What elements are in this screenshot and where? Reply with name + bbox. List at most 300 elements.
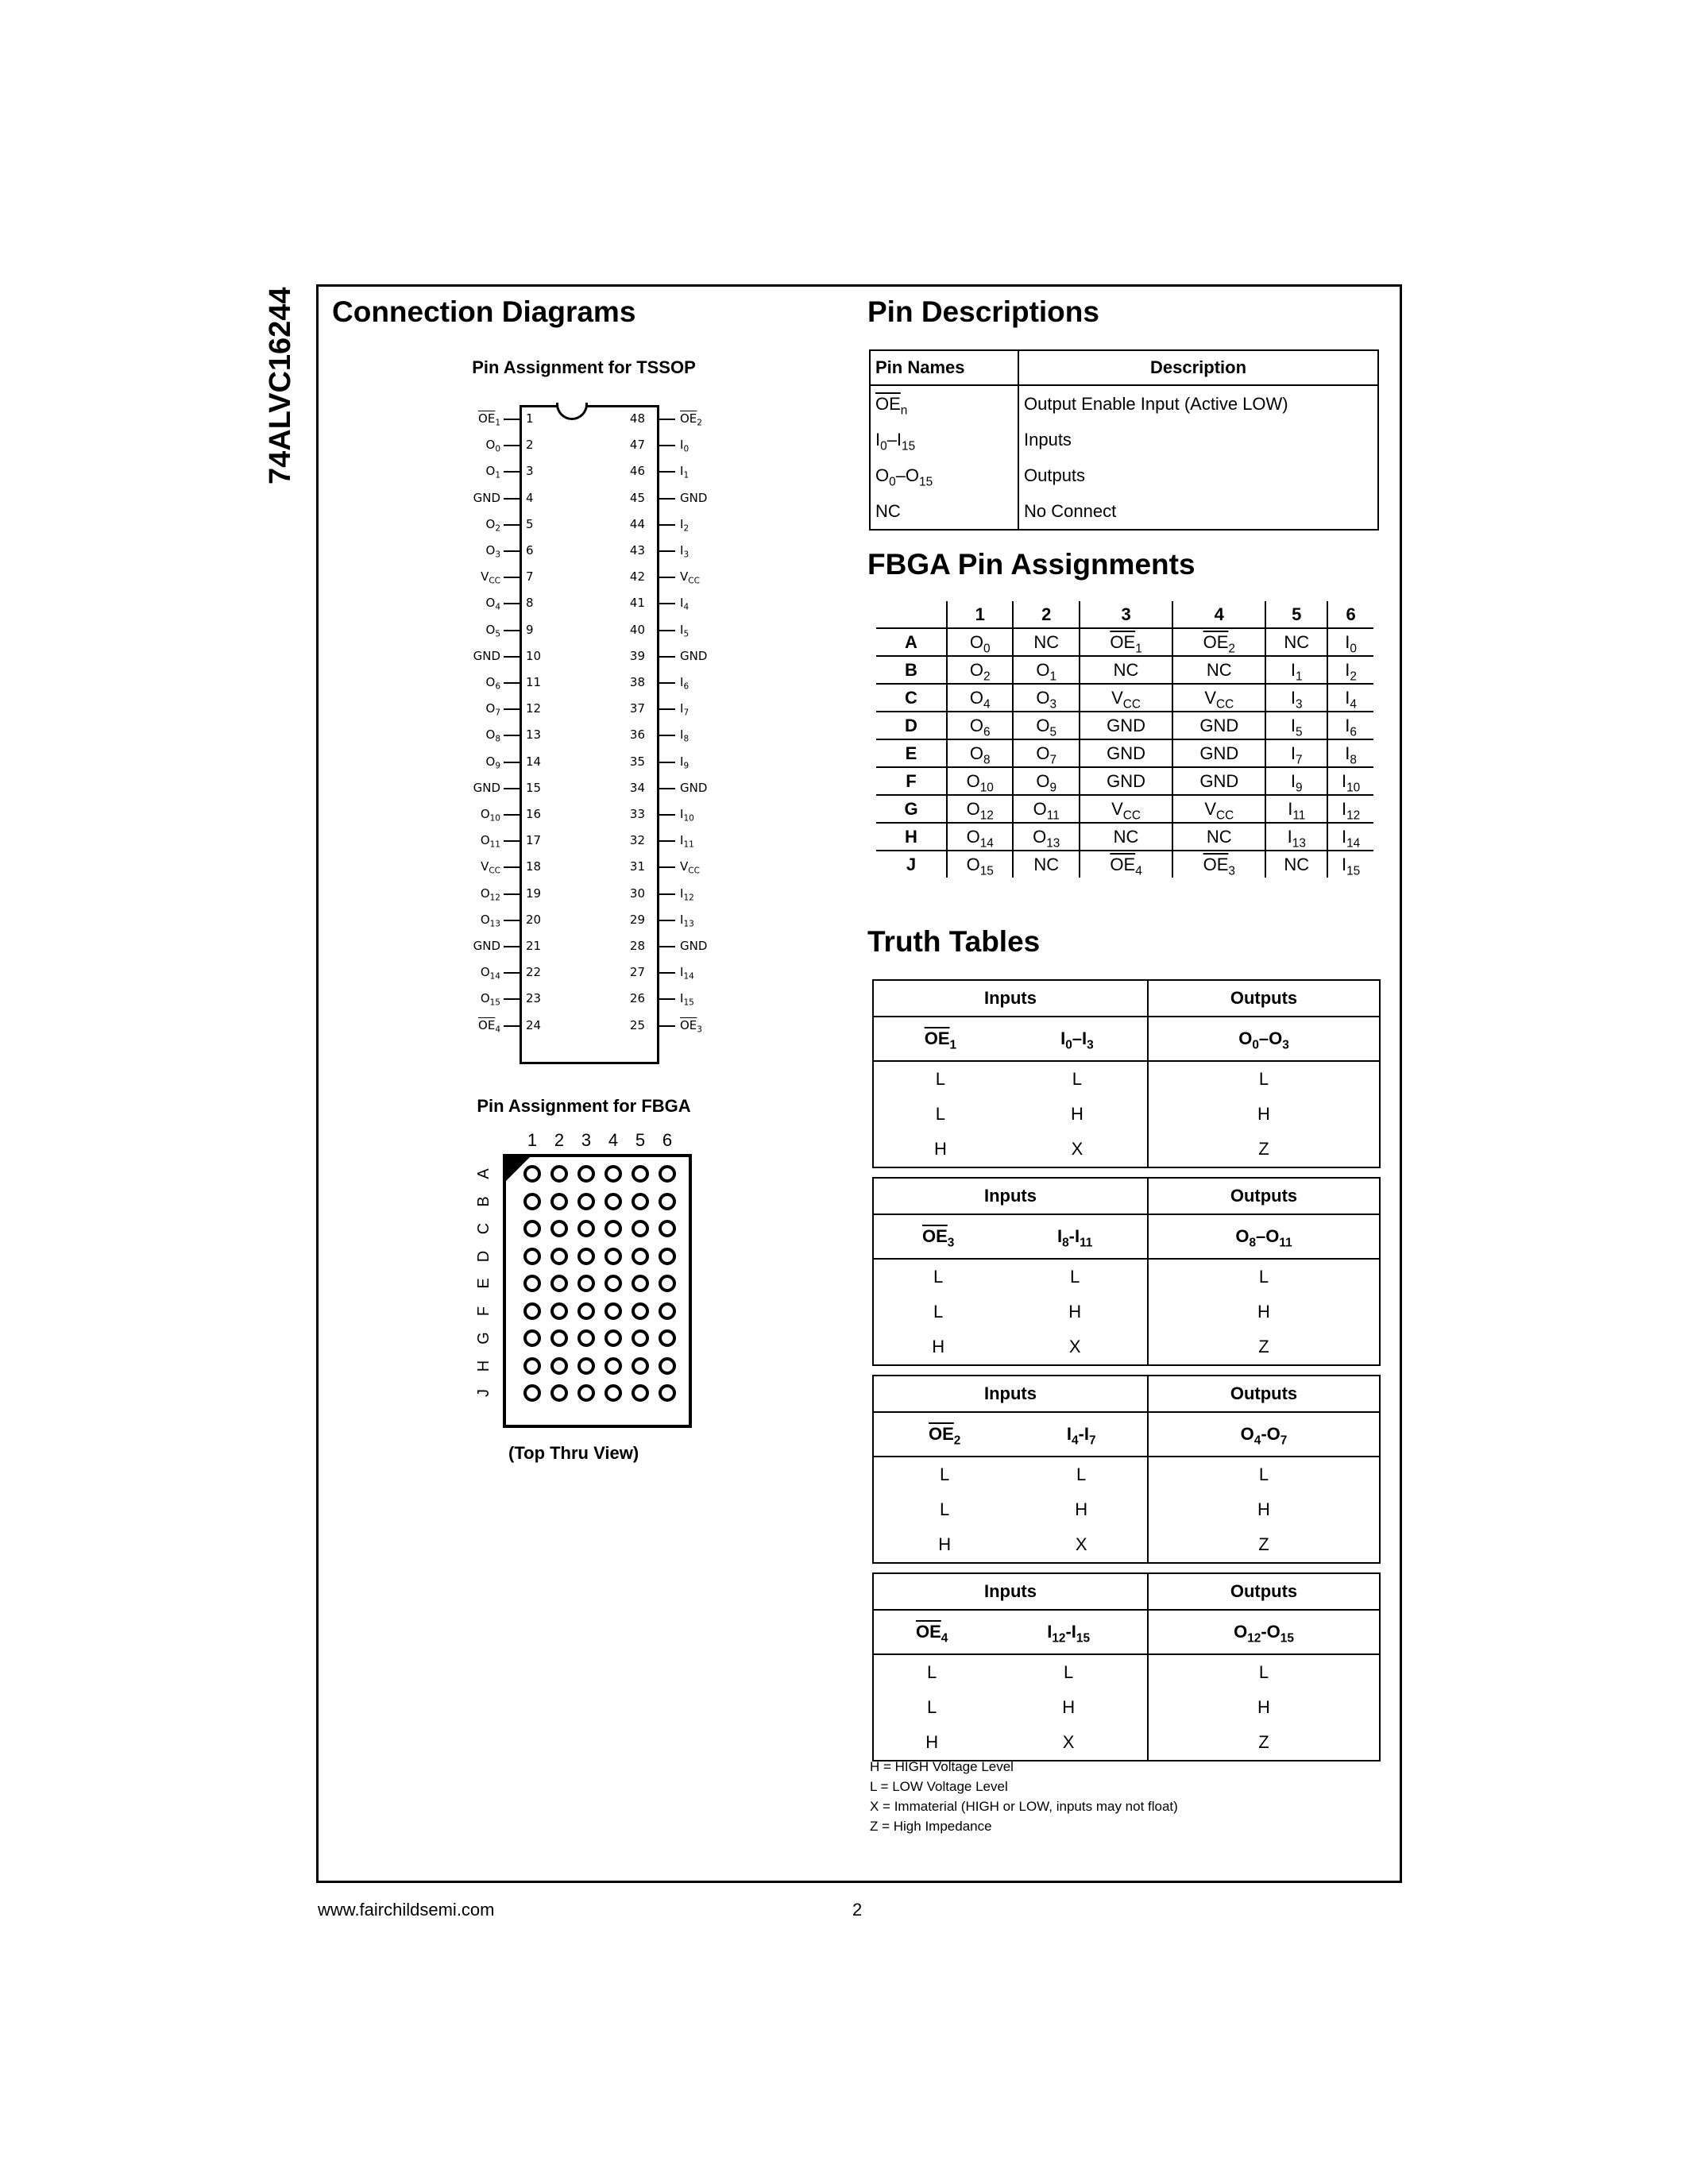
fbga-cell [947,795,1013,823]
right-pin-name [680,701,689,716]
truth-table-row [874,1097,1379,1132]
fbga-row-header: E [875,739,948,767]
right-pin-lead [659,419,675,420]
truth-table-cell: H [1257,1302,1270,1322]
fbga-cell [1080,767,1172,795]
signal-name: I [1341,826,1347,847]
signal-name: O [969,715,984,735]
signal-subscript: 2 [983,669,991,683]
fbga-ball [577,1165,595,1183]
signal-name: O [485,464,496,479]
signal-name: V [680,859,689,874]
left-pin-name [453,491,500,505]
signal-name: $\overline{OE}$ [915,1622,941,1642]
truth-table-cell: Z [1258,1732,1269,1752]
left-pin-name [453,859,500,877]
signal-name: I [680,912,684,927]
signal-subscript: CC [489,576,500,586]
right-pin-number: 37 [629,701,645,716]
right-pin-number: 43 [629,543,645,558]
truth-table-cell: L [1258,1662,1269,1682]
left-pin-number: 1 [526,411,534,426]
fbga-ball [550,1193,568,1210]
left-pin-number: 20 [526,912,542,927]
fbga-cell [1327,684,1374,712]
right-pin-number: 32 [629,833,645,848]
right-pin-number: 36 [629,727,645,743]
tssop-pin-row [453,618,715,643]
fbga-column-label: 3 [581,1130,592,1150]
truth-table-cell: L [940,1464,950,1484]
signal-subscript: 10 [683,813,694,824]
signal-name: I [1290,743,1296,763]
right-pin-lead [659,445,675,446]
signal-subscript: 4 [1350,696,1357,711]
signal-name: NC [1113,826,1139,847]
fbga-cell [947,739,1013,767]
fbga-ball [550,1220,568,1237]
fbga-cell [1172,795,1265,823]
signal-name: O [966,826,980,847]
right-pin-name [680,569,700,584]
fbga-cell [1172,767,1265,795]
fbga-cell [1327,795,1374,823]
right-pin-name [680,939,707,953]
truth-table-row [874,1061,1379,1097]
fbga-ball [523,1357,541,1375]
signal-subscript: 2 [697,418,702,428]
fbga-table-row [875,712,1375,739]
pin-name-cell [870,493,1018,530]
signal-name: V [481,569,489,585]
truth-table-cell: H [932,1337,945,1356]
fbga-table-row [875,851,1375,879]
left-pin-lead [504,445,520,446]
fbga-column-header: 3 [1080,600,1172,629]
fbga-cell [1265,851,1327,879]
signal-name: O [1036,687,1050,708]
left-pin-lead [504,946,520,947]
signal-name: I [680,991,684,1006]
signal-subscript: 0 [889,474,896,488]
signal-subscript: 2 [1350,669,1357,683]
fbga-ball [632,1165,649,1183]
signal-subscript: 4 [1253,1433,1261,1448]
signal-name: I [1341,770,1347,791]
tssop-pin-row [453,908,715,933]
left-pin-lead [504,419,520,420]
signal-subscript: CC [1122,696,1141,711]
truth-table-cell: H [925,1732,939,1752]
truth-table-cell: X [1015,1527,1148,1562]
signal-name: I [680,438,684,453]
pin-description-row [870,493,1378,530]
signal-name: NC [875,500,901,521]
fbga-column-label: 5 [635,1130,646,1150]
truth-table [872,1177,1381,1366]
fbga-ball [632,1329,649,1347]
fbga-row-label: D [475,1250,492,1262]
signal-name: NC [1033,854,1060,874]
truth-table-cell: Z [1258,1337,1269,1356]
legend-line: Z = High Impedance [870,1819,992,1834]
truth-table-cell: X [1002,1329,1148,1364]
signal-subscript: 1 [683,471,689,481]
signal-name: I [1290,715,1296,735]
signal-name: I [1345,659,1350,680]
fbga-column-header: 4 [1172,600,1265,629]
right-pin-lead [659,524,675,526]
signal-subscript: 7 [1049,752,1057,766]
signal-subscript: 11 [683,839,694,850]
tssop-pin-row [453,591,715,616]
truth-table-cell: L [1007,1061,1148,1097]
left-pin-name [453,913,500,927]
right-pin-number: 29 [629,912,645,927]
right-pin-number: 42 [629,569,645,585]
fbga-cell [1080,851,1172,879]
signal-name: I [680,675,684,689]
left-pin-name [453,965,500,982]
right-pin-lead [659,840,675,842]
right-pin-lead [659,788,675,789]
signal-name: O [485,516,496,531]
oe-column-header [874,1214,1002,1259]
description-header: Description [1018,350,1378,385]
signal-subscript: 4 [683,603,689,613]
left-pin-number: 13 [526,727,542,743]
signal-subscript: 3 [947,1236,955,1250]
signal-subscript: 3 [495,550,500,560]
tssop-pin-row [453,855,715,880]
signal-subscript: 11 [1080,1236,1093,1250]
right-pin-lead [659,920,675,921]
signal-name: O [969,687,984,708]
signal-name: I [1290,659,1296,680]
signal-subscript: 1 [1049,669,1057,683]
right-pin-lead [659,550,675,552]
fbga-table-corner [875,600,948,629]
left-pin-name [453,886,500,901]
truth-table [872,1375,1381,1564]
pin-name-cell [870,385,1018,422]
signal-name: $\overline{OE}$ [1110,631,1136,652]
fbga-cell [1013,656,1079,684]
signal-subscript: 8 [1249,1236,1257,1250]
left-pin-number: 22 [526,965,542,980]
signal-subscript: 1 [1135,641,1142,655]
left-pin-name [453,807,500,824]
signal-name: I [1287,826,1292,847]
truth-table-cell: H [1257,1697,1270,1717]
right-pin-number: 31 [629,859,645,874]
left-pin-name [453,464,500,481]
signal-subscript: 3 [1228,863,1235,878]
left-pin-lead [504,788,520,789]
tssop-pin-row [453,882,715,907]
truth-table-group-header [874,1179,1379,1214]
pin-description-row [870,385,1378,422]
fbga-ball [550,1165,568,1183]
fbga-table-row [875,795,1375,823]
left-pin-number: 7 [526,569,534,585]
signal-subscript: 6 [983,724,991,739]
signal-subscript: 4 [495,1024,500,1035]
fbga-row-label: E [475,1278,492,1289]
tssop-pin-row [453,644,715,669]
signal-subscript: 6 [1350,724,1357,739]
fbga-column-label: 6 [662,1130,673,1150]
fbga-cell [1013,628,1079,656]
left-pin-lead [504,656,520,658]
right-pin-number: 25 [629,1017,645,1032]
fbga-ball [577,1302,595,1320]
right-pin-number: 48 [629,411,645,426]
right-pin-name [680,464,689,481]
fbga-row-header: H [875,823,948,851]
fbga-ball [577,1357,595,1375]
tssop-pin-row [453,486,715,511]
signal-subscript: 14 [979,835,994,850]
fbga-column-header: 5 [1265,600,1327,629]
signal-subscript: 4 [941,1631,948,1646]
signal-subscript: 11 [1292,808,1306,822]
fbga-cell [947,656,1013,684]
signal-name: I [1345,687,1350,708]
connection-diagrams-heading: Connection Diagrams [332,295,636,328]
fbga-ball [550,1384,568,1402]
signal-subscript: 9 [1049,780,1057,794]
left-pin-number: 10 [526,648,542,663]
right-pin-number: 27 [629,965,645,980]
fbga-column-label: 1 [527,1130,538,1150]
right-pin-lead [659,630,675,631]
signal-subscript: 4 [983,696,991,711]
truth-table-cell: H [933,1139,947,1159]
signal-subscript: 12 [1247,1631,1261,1646]
left-pin-number: 9 [526,622,534,637]
tssop-pin-row [453,986,715,1012]
truth-table-cell: H [938,1534,952,1554]
signal-name: I [680,596,684,611]
truth-table-cell: Z [1258,1534,1269,1554]
right-pin-name [680,807,694,824]
truth-table-group-header [874,1574,1379,1610]
right-pin-number: 30 [629,886,645,901]
left-pin-number: 19 [526,886,542,901]
fbga-cell [1265,656,1327,684]
fbga-row-label: A [475,1168,492,1179]
right-pin-lead [659,735,675,736]
left-pin-lead [504,920,520,921]
signal-subscript: 5 [1296,724,1303,739]
input-column-header [1002,1214,1148,1259]
signal-subscript: 8 [1062,1236,1069,1250]
fbga-row-header: D [875,712,948,739]
fbga-cell [1013,795,1079,823]
signal-name: GND [1107,715,1146,735]
left-pin-lead [504,814,520,816]
signal-name: I [680,965,684,980]
left-pin-number: 15 [526,780,542,795]
fbga-ball [577,1220,595,1237]
signal-name: GND [473,490,500,505]
signal-subscript: 11 [1279,1236,1292,1250]
left-pin-name [453,675,500,692]
right-pin-name [680,543,689,558]
right-pin-number: 28 [629,939,645,953]
right-pin-number: 45 [629,490,645,505]
signal-name: V [1204,798,1216,819]
truth-table-cell: L [990,1654,1148,1690]
truth-table-cell: L [927,1697,937,1717]
left-pin-name [453,516,500,534]
truth-table-cell: L [935,1104,946,1124]
signal-subscript: 1 [1296,669,1303,683]
signal-name: O [485,701,496,716]
fbga-row-label: F [475,1306,492,1316]
signal-subscript: 1 [495,471,500,481]
fbga-cell [1172,851,1265,879]
tssop-pin-row [453,538,715,564]
signal-name: I [680,727,684,743]
fbga-cell [1327,851,1374,879]
signal-subscript: 4 [495,603,500,613]
signal-subscript: 15 [902,438,916,453]
fbga-ball [550,1275,568,1292]
fbga-cell [1265,739,1327,767]
footer-url[interactable]: www.fairchildsemi.com [318,1900,495,1920]
fbga-cell [1327,823,1374,851]
signal-subscript: 8 [683,735,689,745]
tssop-pin-row [453,934,715,959]
signal-subscript: 3 [1296,696,1303,711]
right-pin-name [680,754,689,769]
right-pin-name [680,623,689,637]
left-pin-number: 23 [526,991,542,1006]
fbga-cell [1013,851,1079,879]
input-column-header [990,1610,1148,1654]
signal-subscript: 12 [1346,808,1361,822]
left-pin-lead [504,998,520,1000]
signal-range: -O [1261,1622,1280,1642]
fbga-cell [1172,684,1265,712]
truth-table-cell: L [935,1069,946,1089]
signal-subscript: 15 [979,863,994,878]
right-pin-name [680,859,700,877]
signal-subscript: 14 [1346,835,1361,850]
signal-subscript: 15 [1076,1631,1091,1646]
signal-name: O [480,807,490,821]
signal-name: I [1047,1622,1053,1642]
truth-table-cell: X [1007,1132,1148,1167]
signal-name: I [680,807,684,821]
fbga-cell [1013,823,1079,851]
left-pin-name [453,781,500,795]
right-pin-number: 40 [629,622,645,637]
left-pin-lead [504,524,520,526]
outputs-header: Outputs [1148,981,1379,1017]
signal-name: O [1235,1226,1250,1246]
truth-table [872,1572,1381,1761]
fbga-cell [1327,712,1374,739]
signal-name: O [485,438,496,453]
right-pin-name [680,438,689,452]
pin-description-cell: Inputs [1018,422,1378,457]
truth-table-row [874,1259,1379,1295]
truth-table [872,979,1381,1168]
truth-table-row [874,1690,1379,1725]
left-pin-lead [504,708,520,710]
signal-subscript: 15 [1280,1631,1294,1646]
right-pin-number: 41 [629,596,645,611]
fbga-ball [632,1220,649,1237]
truth-table-row [874,1295,1379,1329]
signal-name: GND [1107,743,1146,763]
right-pin-lead [659,762,675,763]
truth-table-cell: L [1258,1069,1269,1089]
fbga-cell [1265,684,1327,712]
truth-table-row [874,1654,1379,1690]
right-pin-name [680,1017,702,1035]
signal-subscript: 15 [683,998,694,1009]
signal-name: O [480,965,490,980]
fbga-cell [1013,739,1079,767]
pin-description-row [870,422,1378,457]
right-pin-lead [659,1025,675,1027]
signal-subscript: CC [1216,696,1234,711]
signal-name: V [481,859,489,874]
truth-table-row [874,1132,1379,1167]
truth-table-cell: L [1015,1457,1148,1492]
fbga-ball [523,1248,541,1265]
signal-subscript: 6 [495,681,500,692]
signal-name: I [1288,798,1293,819]
right-pin-lead [659,471,675,473]
signal-subscript: 2 [1228,641,1235,655]
input-column-header [1015,1412,1148,1457]
signal-subscript: 4 [1071,1433,1079,1448]
inputs-header: Inputs [874,981,1148,1017]
right-pin-number: 47 [629,438,645,453]
fbga-ball [577,1329,595,1347]
fbga-ball [605,1302,622,1320]
signal-name: O [480,833,490,848]
right-pin-name [680,649,707,663]
signal-name: GND [1199,715,1239,735]
fbga-ball [659,1220,676,1237]
signal-name: O [480,886,490,901]
fbga-column-labels [520,1130,695,1152]
fbga-table-row [875,823,1375,851]
truth-table-grid [874,1179,1379,1364]
left-pin-number: 17 [526,833,542,848]
signal-subscript: 12 [1052,1631,1066,1646]
fbga-ball [605,1248,622,1265]
signal-subscript: 2 [683,523,689,534]
signal-name: I [1290,687,1296,708]
signal-subscript: 7 [683,708,689,718]
tssop-pin-row [453,960,715,986]
signal-range: -I [1068,1226,1080,1246]
truth-table-cell: H [1015,1492,1148,1527]
left-pin-number: 24 [526,1017,542,1032]
truth-table-column-header [874,1017,1379,1061]
outputs-header: Outputs [1148,1179,1379,1214]
pin-description-cell: Outputs [1018,457,1378,493]
fbga-cell [1080,684,1172,712]
left-pin-name [453,543,500,558]
